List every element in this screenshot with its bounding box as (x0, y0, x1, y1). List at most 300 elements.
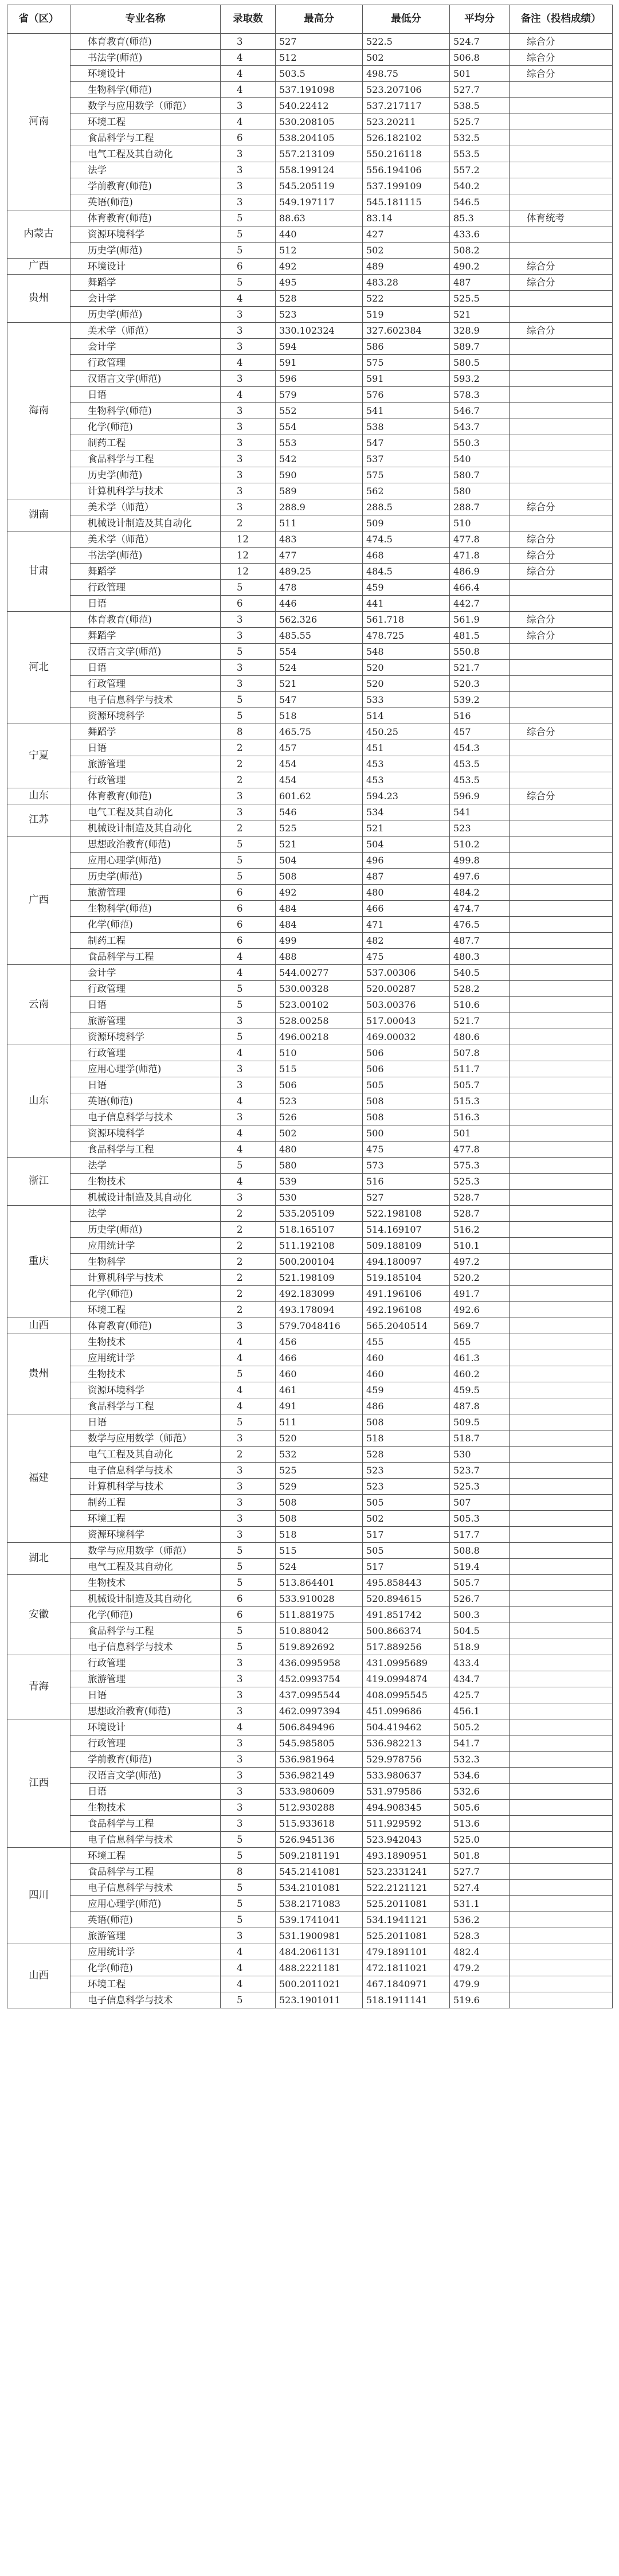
avg-score-cell: 499.8 (450, 853, 510, 869)
note-cell (510, 740, 613, 756)
table-row (7, 1190, 613, 1206)
table-row (7, 1880, 613, 1896)
table-row (7, 259, 613, 275)
max-score-cell: 508 (276, 1511, 363, 1527)
admitted-count-cell: 3 (221, 1687, 276, 1703)
min-score-cell: 594.23 (363, 788, 450, 804)
note-cell: 综合分 (510, 724, 613, 740)
avg-score-cell: 540 (450, 451, 510, 467)
max-score-cell: 503.5 (276, 66, 363, 82)
max-score-cell: 545.2141081 (276, 1864, 363, 1880)
admitted-count-cell: 4 (221, 1125, 276, 1142)
avg-score-cell: 456.1 (450, 1703, 510, 1719)
max-score-cell: 536.981964 (276, 1752, 363, 1768)
note-cell (510, 676, 613, 692)
avg-score-cell: 538.5 (450, 98, 510, 114)
major-cell: 化学(师范) (70, 1607, 221, 1623)
avg-score-cell: 534.6 (450, 1768, 510, 1784)
admitted-count-cell: 3 (221, 628, 276, 644)
max-score-cell: 553 (276, 435, 363, 451)
min-score-cell: 548 (363, 644, 450, 660)
min-score-cell: 427 (363, 226, 450, 243)
avg-score-cell: 433.4 (450, 1655, 510, 1671)
table-row (7, 804, 613, 820)
admitted-count-cell: 6 (221, 596, 276, 612)
table-row (7, 323, 613, 339)
max-score-cell: 511 (276, 515, 363, 531)
province-cell: 湖南 (7, 499, 70, 531)
header-note: 备注（投档成绩） (510, 5, 613, 34)
table-row (7, 949, 613, 965)
table-row (7, 1511, 613, 1527)
min-score-cell: 520 (363, 676, 450, 692)
major-cell: 生物科学(师范) (70, 82, 221, 98)
major-cell: 电子信息科学与技术 (70, 1992, 221, 2008)
table-row (7, 933, 613, 949)
major-cell: 思想政治教育(师范) (70, 1703, 221, 1719)
avg-score-cell: 578.3 (450, 387, 510, 403)
max-score-cell: 545.985805 (276, 1735, 363, 1752)
admitted-count-cell: 3 (221, 1655, 276, 1671)
avg-score-cell: 501.8 (450, 1848, 510, 1864)
note-cell (510, 981, 613, 997)
admitted-count-cell: 5 (221, 243, 276, 259)
min-score-cell: 518.1911141 (363, 1992, 450, 2008)
table-row (7, 1575, 613, 1591)
note-cell (510, 162, 613, 178)
avg-score-cell: 477.8 (450, 1142, 510, 1158)
avg-score-cell: 505.7 (450, 1077, 510, 1093)
max-score-cell: 492 (276, 259, 363, 275)
max-score-cell: 511 (276, 1414, 363, 1430)
major-cell: 历史学(师范) (70, 307, 221, 323)
major-cell: 书法学(师范) (70, 548, 221, 564)
table-row (7, 114, 613, 130)
max-score-cell: 462.0997394 (276, 1703, 363, 1719)
min-score-cell: 533.980637 (363, 1768, 450, 1784)
major-cell: 电子信息科学与技术 (70, 1463, 221, 1479)
admitted-count-cell: 8 (221, 724, 276, 740)
major-cell: 行政管理 (70, 676, 221, 692)
major-cell: 食品科学与工程 (70, 1864, 221, 1880)
admitted-count-cell: 3 (221, 1109, 276, 1125)
min-score-cell: 492.196108 (363, 1302, 450, 1318)
avg-score-cell: 553.5 (450, 146, 510, 162)
admitted-count-cell: 3 (221, 1479, 276, 1495)
major-cell: 环境工程 (70, 114, 221, 130)
admitted-count-cell: 2 (221, 1206, 276, 1222)
avg-score-cell: 589.7 (450, 339, 510, 355)
admitted-count-cell: 5 (221, 869, 276, 885)
major-cell: 化学(师范) (70, 419, 221, 435)
max-score-cell: 526 (276, 1109, 363, 1125)
admitted-count-cell: 5 (221, 1912, 276, 1928)
note-cell (510, 419, 613, 435)
avg-score-cell: 569.7 (450, 1318, 510, 1334)
avg-score-cell: 497.6 (450, 869, 510, 885)
table-row (7, 98, 613, 114)
table-row (7, 1559, 613, 1575)
max-score-cell: 530.00328 (276, 981, 363, 997)
avg-score-cell: 524.7 (450, 34, 510, 50)
avg-score-cell: 434.7 (450, 1671, 510, 1687)
table-row (7, 628, 613, 644)
province-cell: 甘肃 (7, 531, 70, 612)
admitted-count-cell: 4 (221, 1719, 276, 1735)
avg-score-cell: 593.2 (450, 371, 510, 387)
admitted-count-cell: 5 (221, 836, 276, 853)
avg-score-cell: 486.9 (450, 564, 510, 580)
table-row (7, 1896, 613, 1912)
note-cell (510, 1430, 613, 1447)
admitted-count-cell: 3 (221, 1784, 276, 1800)
min-score-cell: 520.894615 (363, 1591, 450, 1607)
major-cell: 生物科学(师范) (70, 901, 221, 917)
table-row (7, 1703, 613, 1719)
header-major: 专业名称 (70, 5, 221, 34)
avg-score-cell: 461.3 (450, 1350, 510, 1366)
admitted-count-cell: 12 (221, 564, 276, 580)
province-cell: 江西 (7, 1719, 70, 1848)
note-cell (510, 1286, 613, 1302)
table-row (7, 146, 613, 162)
max-score-cell: 465.75 (276, 724, 363, 740)
admitted-count-cell: 5 (221, 210, 276, 226)
min-score-cell: 534.1941121 (363, 1912, 450, 1928)
admitted-count-cell: 5 (221, 692, 276, 708)
min-score-cell: 480 (363, 885, 450, 901)
note-cell (510, 146, 613, 162)
note-cell (510, 756, 613, 772)
min-score-cell: 500.866374 (363, 1623, 450, 1639)
avg-score-cell: 487.7 (450, 933, 510, 949)
table-row (7, 820, 613, 836)
admitted-count-cell: 4 (221, 387, 276, 403)
admitted-count-cell: 3 (221, 1735, 276, 1752)
min-score-cell: 468 (363, 548, 450, 564)
major-cell: 日语 (70, 1077, 221, 1093)
admitted-count-cell: 3 (221, 323, 276, 339)
admitted-count-cell: 4 (221, 1976, 276, 1992)
avg-score-cell: 557.2 (450, 162, 510, 178)
min-score-cell: 482 (363, 933, 450, 949)
max-score-cell: 452.0993754 (276, 1671, 363, 1687)
admitted-count-cell: 3 (221, 1703, 276, 1719)
max-score-cell: 519.892692 (276, 1639, 363, 1655)
admitted-count-cell: 3 (221, 98, 276, 114)
note-cell (510, 451, 613, 467)
major-cell: 生物技术 (70, 1575, 221, 1591)
admitted-count-cell: 3 (221, 451, 276, 467)
avg-score-cell: 550.8 (450, 644, 510, 660)
major-cell: 制药工程 (70, 1495, 221, 1511)
max-score-cell: 288.9 (276, 499, 363, 515)
min-score-cell: 506 (363, 1045, 450, 1061)
avg-score-cell: 546.5 (450, 194, 510, 210)
table-row (7, 1816, 613, 1832)
major-cell: 旅游管理 (70, 756, 221, 772)
note-cell (510, 1270, 613, 1286)
note-cell (510, 933, 613, 949)
admitted-count-cell: 2 (221, 1222, 276, 1238)
max-score-cell: 508 (276, 1495, 363, 1511)
max-score-cell: 515.933618 (276, 1816, 363, 1832)
table-row (7, 1543, 613, 1559)
max-score-cell: 330.102324 (276, 323, 363, 339)
admitted-count-cell: 3 (221, 612, 276, 628)
note-cell (510, 1992, 613, 2008)
admitted-count-cell: 3 (221, 788, 276, 804)
admitted-count-cell: 6 (221, 259, 276, 275)
avg-score-cell: 596.9 (450, 788, 510, 804)
min-score-cell: 451.099686 (363, 1703, 450, 1719)
avg-score-cell: 532.6 (450, 1784, 510, 1800)
admitted-count-cell: 4 (221, 1093, 276, 1109)
admitted-count-cell: 2 (221, 1270, 276, 1286)
min-score-cell: 576 (363, 387, 450, 403)
min-score-cell: 484.5 (363, 564, 450, 580)
table-row (7, 644, 613, 660)
table-row (7, 1093, 613, 1109)
table-row (7, 708, 613, 724)
max-score-cell: 499 (276, 933, 363, 949)
admitted-count-cell: 3 (221, 804, 276, 820)
admitted-count-cell: 5 (221, 644, 276, 660)
avg-score-cell: 500.3 (450, 1607, 510, 1623)
admitted-count-cell: 4 (221, 66, 276, 82)
min-score-cell: 550.216118 (363, 146, 450, 162)
avg-score-cell: 497.2 (450, 1254, 510, 1270)
admitted-count-cell: 4 (221, 1045, 276, 1061)
admitted-count-cell: 8 (221, 1864, 276, 1880)
min-score-cell: 504.419462 (363, 1719, 450, 1735)
min-score-cell: 467.1840971 (363, 1976, 450, 1992)
major-cell: 环境工程 (70, 1511, 221, 1527)
table-row (7, 355, 613, 371)
major-cell: 舞蹈学 (70, 724, 221, 740)
admitted-count-cell: 3 (221, 371, 276, 387)
admitted-count-cell: 5 (221, 1029, 276, 1045)
admitted-count-cell: 6 (221, 1591, 276, 1607)
table-row (7, 1430, 613, 1447)
max-score-cell: 596 (276, 371, 363, 387)
avg-score-cell: 455 (450, 1334, 510, 1350)
major-cell: 资源环境科学 (70, 1029, 221, 1045)
major-cell: 电气工程及其自动化 (70, 1559, 221, 1575)
major-cell: 美术学（师范） (70, 531, 221, 548)
note-cell (510, 1093, 613, 1109)
avg-score-cell: 508.2 (450, 243, 510, 259)
note-cell (510, 997, 613, 1013)
note-cell (510, 130, 613, 146)
admitted-count-cell: 3 (221, 483, 276, 499)
admitted-count-cell: 3 (221, 1527, 276, 1543)
note-cell (510, 1174, 613, 1190)
min-score-cell: 441 (363, 596, 450, 612)
max-score-cell: 454 (276, 756, 363, 772)
province-cell: 贵州 (7, 275, 70, 323)
note-cell: 综合分 (510, 259, 613, 275)
max-score-cell: 509.2181191 (276, 1848, 363, 1864)
min-score-cell: 523.207106 (363, 82, 450, 98)
note-cell (510, 226, 613, 243)
avg-score-cell: 457 (450, 724, 510, 740)
admitted-count-cell: 6 (221, 1607, 276, 1623)
table-row (7, 660, 613, 676)
major-cell: 电子信息科学与技术 (70, 1832, 221, 1848)
major-cell: 思想政治教育(师范) (70, 836, 221, 853)
min-score-cell: 525.2011081 (363, 1928, 450, 1944)
admitted-count-cell: 4 (221, 965, 276, 981)
major-cell: 电子信息科学与技术 (70, 692, 221, 708)
avg-score-cell: 543.7 (450, 419, 510, 435)
min-score-cell: 471 (363, 917, 450, 933)
avg-score-cell: 479.2 (450, 1960, 510, 1976)
max-score-cell: 580 (276, 1158, 363, 1174)
note-cell (510, 1976, 613, 1992)
avg-score-cell: 528.7 (450, 1190, 510, 1206)
max-score-cell: 524 (276, 1559, 363, 1575)
note-cell (510, 1848, 613, 1864)
avg-score-cell: 480.3 (450, 949, 510, 965)
major-cell: 旅游管理 (70, 885, 221, 901)
note-cell (510, 1864, 613, 1880)
table-row (7, 1045, 613, 1061)
admitted-count-cell: 3 (221, 1816, 276, 1832)
admitted-count-cell: 4 (221, 355, 276, 371)
max-score-cell: 500.2011021 (276, 1976, 363, 1992)
note-cell (510, 291, 613, 307)
max-score-cell: 456 (276, 1334, 363, 1350)
table-row (7, 1479, 613, 1495)
max-score-cell: 508 (276, 869, 363, 885)
max-score-cell: 457 (276, 740, 363, 756)
province-cell: 贵州 (7, 1334, 70, 1414)
avg-score-cell: 460.2 (450, 1366, 510, 1382)
min-score-cell: 537.199109 (363, 178, 450, 194)
admitted-count-cell: 4 (221, 1382, 276, 1398)
table-row (7, 1944, 613, 1960)
min-score-cell: 494.908345 (363, 1800, 450, 1816)
major-cell: 美术学（师范） (70, 499, 221, 515)
major-cell: 英语(师范) (70, 1093, 221, 1109)
min-score-cell: 520.00287 (363, 981, 450, 997)
table-row (7, 917, 613, 933)
min-score-cell: 522.5 (363, 34, 450, 50)
admitted-count-cell: 3 (221, 499, 276, 515)
avg-score-cell: 519.4 (450, 1559, 510, 1575)
avg-score-cell: 521.7 (450, 1013, 510, 1029)
note-cell (510, 1735, 613, 1752)
avg-score-cell: 536.2 (450, 1912, 510, 1928)
max-score-cell: 525 (276, 1463, 363, 1479)
table-row (7, 772, 613, 788)
table-row (7, 339, 613, 355)
note-cell (510, 1639, 613, 1655)
admitted-count-cell: 3 (221, 403, 276, 419)
max-score-cell: 546 (276, 804, 363, 820)
min-score-cell: 327.602384 (363, 323, 450, 339)
max-score-cell: 590 (276, 467, 363, 483)
min-score-cell: 502 (363, 1511, 450, 1527)
table-row (7, 1125, 613, 1142)
note-cell: 综合分 (510, 628, 613, 644)
note-cell (510, 515, 613, 531)
note-cell: 综合分 (510, 788, 613, 804)
table-row (7, 162, 613, 178)
max-score-cell: 446 (276, 596, 363, 612)
min-score-cell: 460 (363, 1350, 450, 1366)
admitted-count-cell: 4 (221, 1960, 276, 1976)
min-score-cell: 519 (363, 307, 450, 323)
max-score-cell: 480 (276, 1142, 363, 1158)
table-row (7, 564, 613, 580)
admitted-count-cell: 3 (221, 146, 276, 162)
min-score-cell: 503.00376 (363, 997, 450, 1013)
major-cell: 食品科学与工程 (70, 130, 221, 146)
note-cell (510, 660, 613, 676)
table-row (7, 226, 613, 243)
max-score-cell: 511.881975 (276, 1607, 363, 1623)
min-score-cell: 408.0995545 (363, 1687, 450, 1703)
avg-score-cell: 477.8 (450, 531, 510, 548)
max-score-cell: 538.2171083 (276, 1896, 363, 1912)
table-row (7, 1752, 613, 1768)
avg-score-cell: 490.2 (450, 259, 510, 275)
table-row (7, 885, 613, 901)
min-score-cell: 455 (363, 1334, 450, 1350)
min-score-cell: 528 (363, 1447, 450, 1463)
admitted-count-cell: 5 (221, 1414, 276, 1430)
max-score-cell: 495 (276, 275, 363, 291)
major-cell: 资源环境科学 (70, 708, 221, 724)
table-row (7, 853, 613, 869)
table-row (7, 66, 613, 82)
major-cell: 食品科学与工程 (70, 949, 221, 965)
avg-score-cell: 527.4 (450, 1880, 510, 1896)
max-score-cell: 518 (276, 708, 363, 724)
table-row (7, 419, 613, 435)
admitted-count-cell: 5 (221, 275, 276, 291)
note-cell (510, 1158, 613, 1174)
province-cell: 云南 (7, 965, 70, 1045)
note-cell (510, 820, 613, 836)
note-cell (510, 1591, 613, 1607)
note-cell (510, 1125, 613, 1142)
admitted-count-cell: 5 (221, 708, 276, 724)
table-row (7, 1623, 613, 1639)
admission-score-table-container (7, 5, 612, 2008)
table-row (7, 901, 613, 917)
admitted-count-cell: 4 (221, 949, 276, 965)
min-score-cell: 523 (363, 1479, 450, 1495)
min-score-cell: 523.20211 (363, 114, 450, 130)
major-cell: 应用心理学(师范) (70, 853, 221, 869)
major-cell: 会计学 (70, 291, 221, 307)
note-cell (510, 772, 613, 788)
note-cell: 综合分 (510, 66, 613, 82)
table-body (7, 34, 613, 2008)
min-score-cell: 547 (363, 435, 450, 451)
table-row (7, 1687, 613, 1703)
admitted-count-cell: 5 (221, 1366, 276, 1382)
note-cell (510, 1607, 613, 1623)
province-cell: 山西 (7, 1318, 70, 1334)
major-cell: 日语 (70, 596, 221, 612)
admitted-count-cell: 3 (221, 1077, 276, 1093)
note-cell (510, 1896, 613, 1912)
admitted-count-cell: 2 (221, 1254, 276, 1270)
